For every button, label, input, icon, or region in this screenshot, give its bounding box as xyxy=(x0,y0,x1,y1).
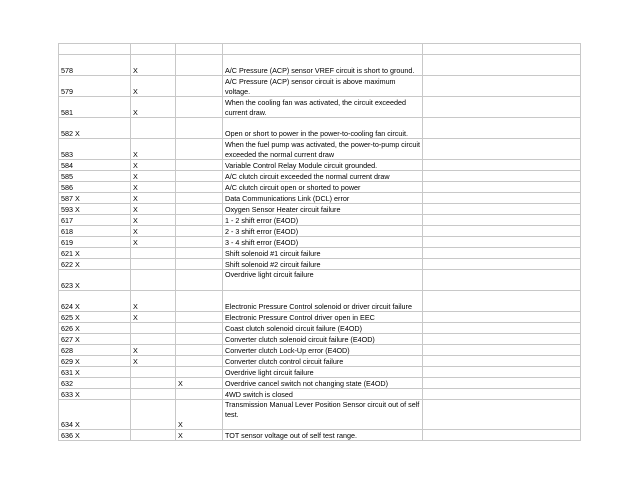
empty-cell xyxy=(423,76,581,97)
empty-cell xyxy=(423,204,581,215)
trouble-code-table xyxy=(58,43,581,441)
mark-column-1-cell: X xyxy=(131,291,176,312)
mark-column-1-cell: X xyxy=(131,345,176,356)
empty-cell xyxy=(423,430,581,441)
dtc-code-cell: 632 xyxy=(59,378,131,389)
table-row xyxy=(59,237,581,248)
mark-column-2-cell xyxy=(176,291,223,312)
description-cell: Transmission Manual Lever Position Sensor circuit out of self test. xyxy=(223,400,423,430)
table-row xyxy=(59,171,581,182)
empty-cell xyxy=(423,400,581,430)
dtc-code-cell: 581 xyxy=(59,97,131,118)
dtc-code-cell: 622 X xyxy=(59,259,131,270)
description-cell: Converter clutch control circuit failure xyxy=(223,356,423,367)
table-row xyxy=(59,55,581,76)
table-row xyxy=(59,226,581,237)
dtc-code-cell: 619 xyxy=(59,237,131,248)
mark-column-2-cell xyxy=(176,160,223,171)
dtc-code-cell: 584 xyxy=(59,160,131,171)
mark-column-2-cell xyxy=(176,367,223,378)
mark-column-2-cell xyxy=(176,270,223,291)
description-cell: TOT sensor voltage out of self test range. xyxy=(223,430,423,441)
empty-cell xyxy=(423,378,581,389)
table-row xyxy=(59,248,581,259)
mark-column-2-cell xyxy=(176,312,223,323)
mark-column-1-cell: X xyxy=(131,160,176,171)
dtc-code-cell: 633 X xyxy=(59,389,131,400)
description-cell: Overdrive light circuit failure xyxy=(223,367,423,378)
mark-column-1-cell xyxy=(131,400,176,430)
table-row xyxy=(59,291,581,312)
description-cell: A/C clutch circuit exceeded the normal current draw xyxy=(223,171,423,182)
table-row xyxy=(59,118,581,139)
dtc-code-cell: 621 X xyxy=(59,248,131,259)
empty-cell xyxy=(423,118,581,139)
table-row xyxy=(59,182,581,193)
dtc-code-cell: 626 X xyxy=(59,323,131,334)
dtc-code-cell: 629 X xyxy=(59,356,131,367)
description-cell: Shift solenoid #2 circuit failure xyxy=(223,259,423,270)
table-row xyxy=(59,400,581,430)
description-cell: Overdrive light circuit failure xyxy=(223,270,423,291)
table-row xyxy=(59,270,581,291)
empty-cell xyxy=(423,44,581,55)
mark-column-2-cell xyxy=(176,193,223,204)
mark-column-2-cell xyxy=(176,248,223,259)
empty-cell xyxy=(423,312,581,323)
dtc-code-cell: 587 X xyxy=(59,193,131,204)
table-row xyxy=(59,345,581,356)
dtc-code-cell: 634 X xyxy=(59,400,131,430)
mark-column-1-cell: X xyxy=(131,312,176,323)
mark-column-1-cell: X xyxy=(131,97,176,118)
mark-column-1-cell xyxy=(131,389,176,400)
empty-cell xyxy=(423,248,581,259)
description-cell: Converter clutch solenoid circuit failure (E4OD) xyxy=(223,334,423,345)
description-cell: Shift solenoid #1 circuit failure xyxy=(223,248,423,259)
table-row xyxy=(59,97,581,118)
description-cell: A/C Pressure (ACP) sensor circuit is above maximum voltage. xyxy=(223,76,423,97)
empty-cell xyxy=(423,193,581,204)
dtc-code-cell: 586 xyxy=(59,182,131,193)
dtc-code-cell: 625 X xyxy=(59,312,131,323)
mark-column-2-cell xyxy=(176,226,223,237)
dtc-code-cell: 585 xyxy=(59,171,131,182)
dtc-code-cell: 582 X xyxy=(59,118,131,139)
description-cell: 3 - 4 shift error (E4OD) xyxy=(223,237,423,248)
dtc-code-cell: 623 X xyxy=(59,270,131,291)
description-cell: A/C clutch circuit open or shorted to power xyxy=(223,182,423,193)
mark-column-1-cell xyxy=(131,334,176,345)
empty-cell xyxy=(423,237,581,248)
empty-cell xyxy=(423,160,581,171)
description-cell: Oxygen Sensor Heater circuit failure xyxy=(223,204,423,215)
mark-column-1-cell xyxy=(131,259,176,270)
mark-column-1-cell xyxy=(131,323,176,334)
mark-column-2-cell: X xyxy=(176,400,223,430)
mark-column-1-cell: X xyxy=(131,76,176,97)
table-row xyxy=(59,193,581,204)
description-cell: Data Communications Link (DCL) error xyxy=(223,193,423,204)
mark-column-1-cell: X xyxy=(131,193,176,204)
description-cell: Overdrive cancel switch not changing state (E4OD) xyxy=(223,378,423,389)
dtc-code-cell: 578 xyxy=(59,55,131,76)
mark-column-2-cell xyxy=(176,182,223,193)
trouble-code-rows xyxy=(59,44,581,441)
description-cell: When the fuel pump was activated, the power-to-pump circuit exceeded the normal current draw xyxy=(223,139,423,160)
empty-cell xyxy=(423,356,581,367)
empty-cell xyxy=(423,259,581,270)
mark-column-1-cell: X xyxy=(131,139,176,160)
empty-cell xyxy=(423,367,581,378)
description-cell: When the cooling fan was activated, the circuit exceeded current draw. xyxy=(223,97,423,118)
empty-cell xyxy=(423,323,581,334)
mark-column-2-cell xyxy=(176,171,223,182)
mark-column-1-cell xyxy=(131,118,176,139)
description-cell: 1 - 2 shift error (E4OD) xyxy=(223,215,423,226)
description-cell: Coast clutch solenoid circuit failure (E4OD) xyxy=(223,323,423,334)
dtc-code-cell: 624 X xyxy=(59,291,131,312)
empty-cell xyxy=(423,139,581,160)
dtc-code-cell: 617 xyxy=(59,215,131,226)
table-row xyxy=(59,44,581,55)
mark-column-1-cell: X xyxy=(131,356,176,367)
description-cell: Electronic Pressure Control solenoid or driver circuit failure xyxy=(223,291,423,312)
mark-column-2-cell xyxy=(176,356,223,367)
dtc-code-cell: 583 xyxy=(59,139,131,160)
empty-cell xyxy=(423,226,581,237)
description-cell: Variable Control Relay Module circuit grounded. xyxy=(223,160,423,171)
empty-cell xyxy=(423,291,581,312)
description-cell: 2 - 3 shift error (E4OD) xyxy=(223,226,423,237)
empty-cell xyxy=(423,182,581,193)
table-row xyxy=(59,323,581,334)
mark-column-2-cell xyxy=(176,204,223,215)
table-row xyxy=(59,204,581,215)
mark-column-2-cell xyxy=(176,55,223,76)
mark-column-2-cell xyxy=(176,345,223,356)
mark-column-2-cell xyxy=(176,139,223,160)
mark-column-2-cell xyxy=(176,259,223,270)
empty-cell xyxy=(423,389,581,400)
description-cell: Converter clutch Lock-Up error (E4OD) xyxy=(223,345,423,356)
mark-column-2-cell: X xyxy=(176,378,223,389)
empty-cell xyxy=(423,334,581,345)
table-row xyxy=(59,259,581,270)
mark-column-2-cell xyxy=(176,44,223,55)
table-row xyxy=(59,215,581,226)
mark-column-1-cell xyxy=(131,430,176,441)
description-cell: Open or short to power in the power-to-cooling fan circuit. xyxy=(223,118,423,139)
mark-column-2-cell xyxy=(176,215,223,226)
mark-column-2-cell xyxy=(176,334,223,345)
empty-cell xyxy=(423,55,581,76)
empty-cell xyxy=(423,270,581,291)
table-row xyxy=(59,160,581,171)
mark-column-1-cell xyxy=(131,44,176,55)
dtc-code-cell xyxy=(59,44,131,55)
table-row xyxy=(59,430,581,441)
table-row xyxy=(59,367,581,378)
mark-column-1-cell xyxy=(131,367,176,378)
table-row xyxy=(59,334,581,345)
table-row xyxy=(59,76,581,97)
mark-column-1-cell xyxy=(131,248,176,259)
mark-column-1-cell: X xyxy=(131,182,176,193)
description-cell xyxy=(223,44,423,55)
empty-cell xyxy=(423,97,581,118)
dtc-code-cell: 618 xyxy=(59,226,131,237)
table-row xyxy=(59,312,581,323)
mark-column-1-cell: X xyxy=(131,55,176,76)
dtc-code-cell: 579 xyxy=(59,76,131,97)
empty-cell xyxy=(423,345,581,356)
empty-cell xyxy=(423,215,581,226)
dtc-code-cell: 631 X xyxy=(59,367,131,378)
mark-column-1-cell: X xyxy=(131,171,176,182)
mark-column-1-cell: X xyxy=(131,237,176,248)
dtc-code-cell: 593 X xyxy=(59,204,131,215)
mark-column-1-cell: X xyxy=(131,226,176,237)
mark-column-1-cell: X xyxy=(131,204,176,215)
table-row xyxy=(59,389,581,400)
mark-column-1-cell xyxy=(131,378,176,389)
mark-column-2-cell xyxy=(176,76,223,97)
dtc-code-cell: 627 X xyxy=(59,334,131,345)
mark-column-2-cell xyxy=(176,237,223,248)
description-cell: A/C Pressure (ACP) sensor VREF circuit is short to ground. xyxy=(223,55,423,76)
mark-column-2-cell xyxy=(176,323,223,334)
description-cell: Electronic Pressure Control driver open in EEC xyxy=(223,312,423,323)
table-row xyxy=(59,356,581,367)
mark-column-2-cell: X xyxy=(176,430,223,441)
mark-column-1-cell xyxy=(131,270,176,291)
table-row xyxy=(59,378,581,389)
dtc-code-cell: 628 xyxy=(59,345,131,356)
mark-column-2-cell xyxy=(176,118,223,139)
empty-cell xyxy=(423,171,581,182)
mark-column-2-cell xyxy=(176,97,223,118)
table-row xyxy=(59,139,581,160)
mark-column-2-cell xyxy=(176,389,223,400)
dtc-code-cell: 636 X xyxy=(59,430,131,441)
mark-column-1-cell: X xyxy=(131,215,176,226)
description-cell: 4WD switch is closed xyxy=(223,389,423,400)
